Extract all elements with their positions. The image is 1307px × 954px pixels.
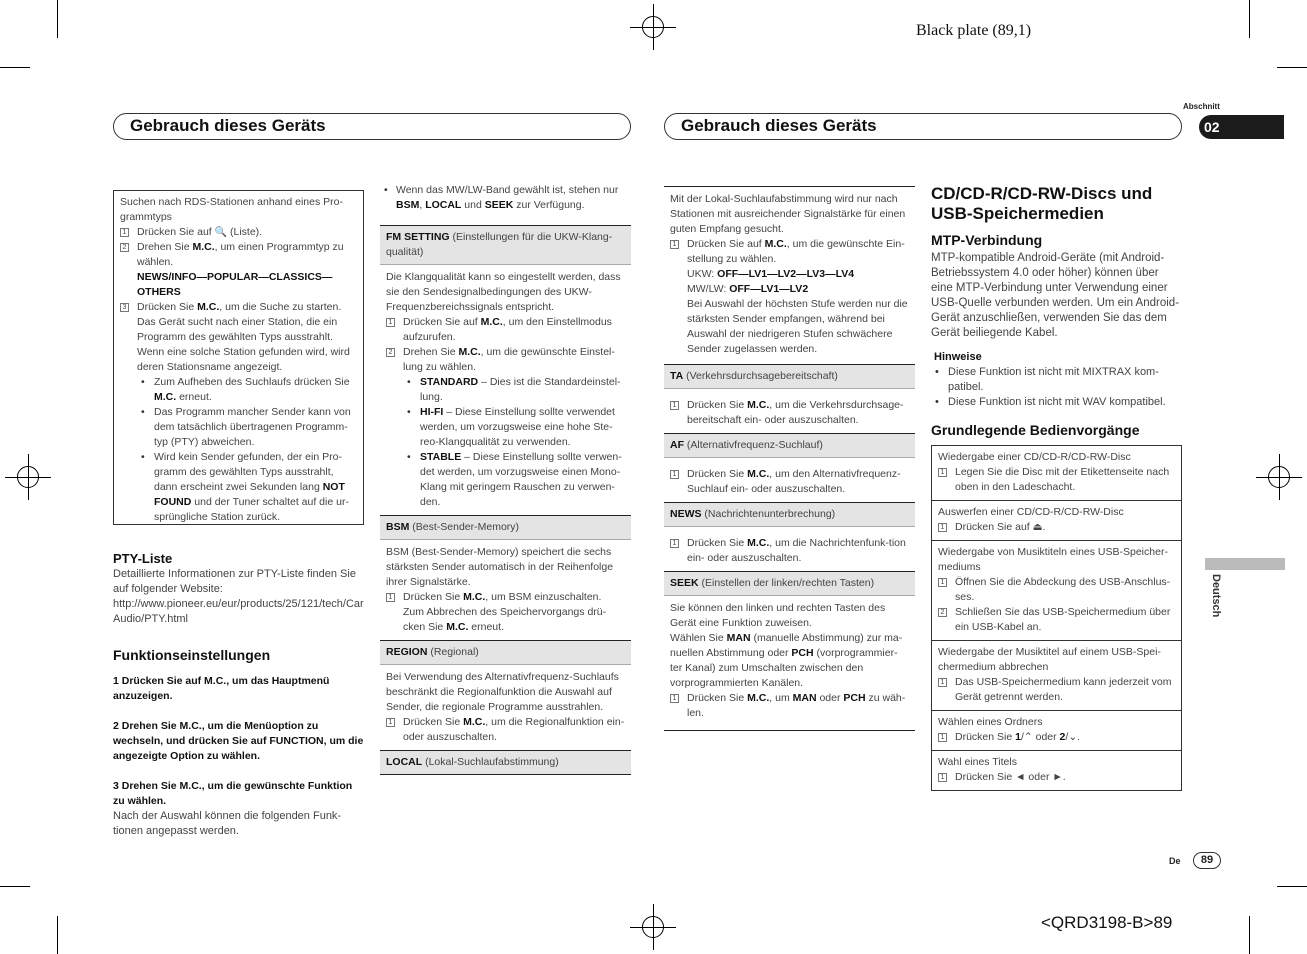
down-chevron-icon: ⌄: [1068, 731, 1078, 743]
registration-mark-icon: [642, 16, 664, 38]
page-header-left: [113, 113, 631, 140]
crop-mark: [1277, 886, 1307, 887]
table-row: Wahl eines Titels 1 Drücken Sie ◄ oder ►.: [932, 751, 1181, 791]
crop-mark: [1249, 0, 1250, 38]
cd-usb-title: CD/CD-R/CD-RW-Discs und USB-Speichermedien: [931, 184, 1153, 223]
bsm-body: BSM (Best-Sender-Memory) speichert die sechs stärksten Sender automatisch in der Reihenfolge ihrer Signalstärke. 1 Drücken Sie M.C., um BSM einzuschalten. Zum Abbrechen des Speichervorgangs drü-cken Sie M.C. erneut.: [380, 540, 631, 640]
up-chevron-icon: ⌃: [1023, 731, 1033, 743]
region-title: REGION (Regional): [380, 640, 631, 665]
column-4: [931, 184, 1182, 791]
step-item: 2 Drehen Sie M.C., um einen Programmtyp zu wählen. NEWS/INFO—POPULAR—CLASSICS—OTHERS: [120, 240, 357, 300]
step-item: 1 Öffnen Sie die Abdeckung des USB-Anschlus-ses.: [938, 575, 1175, 605]
language-label: Deutsch: [1210, 574, 1222, 618]
registration-mark-icon: [642, 916, 664, 938]
step-item: 1 Das USB-Speichermedium kann jederzeit vom Gerät getrennt werden.: [938, 675, 1175, 705]
section-number: 02: [1199, 115, 1284, 139]
news-title: NEWS (Nachrichtenunterbrechung): [664, 502, 915, 527]
page-header-right: [664, 113, 1182, 140]
crop-mark: [1277, 67, 1307, 68]
step-item: 2 Drehen Sie M.C., um die gewünschte Einstel-lung zu wählen. • STANDARD – Dies ist die Standardeinstel-lung. • HI-FI – Diese Einstellung sollte verwendet werden, um vorzugsweise eine hohe Ste-reo-Klangqualität zu verwenden. • STABLE – Diese Einstellung sollte verwen-det werden, um vorzugsweise einen Mono-Klang mit geringem Rauschen zu verwen-den.: [386, 345, 625, 510]
hints-title: Hinweise: [934, 351, 982, 363]
mtp-text: MTP-kompatible Android-Geräte (mit Android-Betriebssystem 4.0 oder höher) können über eine MTP-Verbindung unter Verwendung einer USB-Quelle verbunden werden. Um ein Android-Gerät anzuschließen, verwenden Sie das dem Gerät beiliegende Kabel.: [931, 252, 1180, 339]
doc-code: <QRD3198-B>89: [1041, 913, 1173, 932]
step-item: 1 Legen Sie die Disc mit der Etikettenseite nach oben in den Ladeschacht.: [938, 465, 1175, 495]
page-number: 89: [1193, 852, 1221, 869]
table-row: Auswerfen einer CD/CD-R/CD-RW-Disc 1 Drücken Sie auf ⏏.: [932, 501, 1181, 541]
note-item: • Wenn das MW/LW-Band gewählt ist, stehen nur BSM, LOCAL und SEEK zur Verfügung.: [380, 183, 631, 213]
header-title: Gebrauch dieses Geräts: [130, 116, 326, 135]
crop-mark: [57, 0, 58, 38]
seek-body: Sie können den linken und rechten Tasten des Gerät eine Funktion zuweisen. Wählen Sie MAN (manuelle Abstimmung) zur ma-nuellen Abstimmung oder PCH (vorprogrammier-ter Kanal) zum Umschalten zwischen den vorprogrammierten Kanälen. 1 Drücken Sie M.C., um MAN oder PCH zu wäh-len.: [664, 596, 915, 731]
mtp-title: MTP-Verbindung: [931, 232, 1043, 248]
local-body: Mit der Lokal-Suchlaufabstimmung wird nur nach Stationen mit ausreichender Signalstärke für einen guten Empfang gesucht. 1 Drücken Sie auf M.C., um die gewünschte Ein-stellung zu wählen. UKW: OFF—LV1—LV2—LV3—LV4 MW/LW: OFF—LV1—LV2 Bei Auswahl der höchsten Stufe werden nur die stärksten Sender empfangen, während bei Auswahl der niedrigeren Stufen schwächere Sender zugelassen werden.: [670, 193, 908, 355]
function-step-1: 1 Drücken Sie auf M.C., um das Hauptmenü anzuzeigen.: [113, 675, 330, 702]
language-tab: [1205, 558, 1285, 570]
af-body: [664, 458, 915, 502]
column-3: [664, 186, 915, 731]
bullet-item: • Wird kein Sender gefunden, der ein Pro-gramm des gewählten Typs ausstrahlt, dann erscheint zwei Sekunden lang NOT FOUND und der Tuner schaltet auf die ur-sprüngliche Station zurück.: [137, 450, 357, 525]
crop-mark: [57, 916, 58, 954]
table-row: Wählen eines Ordners 1 Drücken Sie 1/⌃ oder 2/⌄.: [932, 711, 1181, 751]
pty-types: NEWS/INFO—POPULAR—CLASSICS—OTHERS: [137, 271, 333, 298]
step-item: 1 Drücken Sie M.C., um die Verkehrsdurchsage-bereitschaft ein- oder auszuschalten.: [670, 398, 909, 428]
step-item: 1 Drücken Sie M.C., um BSM einzuschalten. Zum Abbrechen des Speichervorgangs drü-cken Sie M.C. erneut.: [386, 590, 625, 635]
local-title: LOCAL (Lokal-Suchlaufabstimmung): [380, 750, 631, 775]
hint-item: • Diese Funktion ist nicht mit WAV kompatibel.: [931, 395, 1182, 410]
table-row: Wiedergabe von Musiktiteln eines USB-Speicher-mediums 1 Öffnen Sie die Abdeckung des USB-Anschlus-ses. 2 Schließen Sie das USB-Speichermedium über ein USB-Kabel an.: [932, 541, 1181, 641]
hint-item: • Diese Funktion ist nicht mit MIXTRAX kom-patibel.: [931, 365, 1182, 395]
function-settings-title: Funktionseinstellungen: [113, 647, 271, 663]
basic-ops-title: Grundlegende Bedienvorgänge: [931, 422, 1140, 438]
ta-title: TA (Verkehrsdurchsagebereitschaft): [664, 364, 915, 389]
header-title: Gebrauch dieses Geräts: [681, 116, 877, 135]
step-item: 1 Drücken Sie M.C., um die Nachrichtenfunk-tion ein- oder auszuschalten.: [670, 536, 909, 566]
ta-body: [664, 389, 915, 433]
bullet-item: • STANDARD – Dies ist die Standardeinstel-lung.: [403, 375, 625, 405]
pty-list-title: PTY-Liste: [113, 551, 173, 566]
registration-mark-icon: [17, 466, 39, 488]
left-arrow-icon: ◄: [1015, 771, 1026, 783]
function-step-2: 2 Drehen Sie M.C., um die Menüoption zu wechseln, und drücken Sie auf FUNCTION, um die angezeigte Option zu wählen.: [113, 720, 364, 762]
step-item: 1 Drücken Sie auf ⏏.: [938, 520, 1175, 535]
step-item: 1 Drücken Sie M.C., um den Alternativfrequenz-Suchlauf ein- oder auszuschalten.: [670, 467, 909, 497]
box-intro: Suchen nach RDS-Stationen anhand eines Pro-grammtyps: [120, 196, 343, 223]
step-item: 1 Drücken Sie M.C., um MAN oder PCH zu wäh-len.: [670, 691, 909, 721]
crop-mark: [1249, 916, 1250, 954]
column-2: [380, 183, 631, 775]
bullet-item: • Das Programm mancher Sender kann von dem tatsächlich übertragenen Programm-typ (PTY) abweichen.: [137, 405, 357, 450]
step-number: 1: [120, 228, 129, 237]
fm-setting-title: FM SETTING (Einstellungen für die UKW-Klang-qualität): [380, 225, 631, 265]
footer-lang: De: [1169, 856, 1181, 866]
eject-icon: ⏏: [1032, 521, 1043, 533]
seek-title: SEEK (Einstellen der linken/rechten Tasten): [664, 571, 915, 596]
step-number: 2: [120, 243, 129, 252]
step-number: 3: [120, 303, 129, 312]
step-item: 1 Drücken Sie auf 🔍 (Liste).: [120, 225, 357, 240]
step-item: 1 Drücken Sie M.C., um die Regionalfunktion ein- oder auszuschalten.: [386, 715, 625, 745]
table-row: Wiedergabe der Musiktitel auf einem USB-Spei-chermedium abbrechen 1 Das USB-Speichermedium kann jederzeit vom Gerät getrennt werden.: [932, 641, 1181, 711]
section-label: Abschnitt: [1183, 102, 1220, 111]
function-step-3: 3 Drehen Sie M.C., um die gewünschte Funktion zu wählen.: [113, 780, 353, 807]
column-1: [113, 190, 364, 839]
function-step-3-text: Nach der Auswahl können die folgenden Funk-tionen angepasst werden.: [113, 810, 342, 837]
step-item: 1 Drücken Sie 1/⌃ oder 2/⌄.: [938, 730, 1175, 745]
step-item: 1 Drücken Sie auf M.C., um die gewünschte Ein-stellung zu wählen. UKW: OFF—LV1—LV2—LV3—LV4 MW/LW: OFF—LV1—LV2 Bei Auswahl der höchsten Stufe werden nur die stärksten Sender empfangen, während bei Auswahl der niedrigeren Stufen schwächere Sender zugelassen werden.: [670, 237, 909, 357]
search-icon: 🔍: [214, 227, 228, 238]
bullet-item: • HI-FI – Diese Einstellung sollte verwendet werden, um vorzugsweise eine hohe Ste-reo-Klangqualität zu verwenden.: [403, 405, 625, 450]
step-item: 1 Drücken Sie auf M.C., um den Einstellmodus aufzurufen.: [386, 315, 625, 345]
step-item: 3 Drücken Sie M.C., um die Suche zu starten. Das Gerät sucht nach einer Station, die ein Programm des gewählten Typs ausstrahlt. Wenn eine solche Station gefunden wird, wird deren Stationsname angezeigt. • Zum Aufheben des Suchlaufs drücken Sie M.C. erneut. • Das Programm mancher Sender kann von dem tatsächlich übertragenen Programm-typ (PTY) abweichen. • Wird kein Sender gefunden, der ein Pro-gramm des gewählten Typs ausstrahlt, dann erscheint zwei Sekunden lang NOT FOUND und der Tuner schaltet auf die ur-sprüngliche Station zurück.: [120, 300, 357, 525]
step-item: 2 Schließen Sie das USB-Speichermedium über ein USB-Kabel an.: [938, 605, 1175, 635]
af-title: AF (Alternativfrequenz-Suchlauf): [664, 433, 915, 458]
fm-setting-body: Die Klangqualität kann so eingestellt werden, dass sie den Sendesignalbedingungen des UKW-Frequenzbereichssignals entspricht. 1 Drücken Sie auf M.C., um den Einstellmodus aufzurufen. 2 Drehen Sie M.C., um die gewünschte Einstel-lung zu wählen. • STANDARD – Dies ist die Standardeinstel-lung. • HI-FI – Diese Einstellung sollte verwendet werden, um vorzugsweise eine hohe Ste-reo-Klangqualität zu verwenden. • STABLE – Diese Einstellung sollte verwen-det werden, um vorzugsweise einen Mono-Klang mit geringem Rauschen zu verwen-den.: [380, 265, 631, 515]
registration-mark-icon: [1268, 466, 1290, 488]
rds-search-box: [113, 190, 364, 525]
table-row: Wiedergabe einer CD/CD-R/CD-RW-Disc 1 Legen Sie die Disc mit der Etikettenseite nach oben in den Ladeschacht.: [932, 446, 1181, 501]
step-item: 1 Drücken Sie ◄ oder ►.: [938, 770, 1175, 785]
bullet-item: • STABLE – Diese Einstellung sollte verwen-det werden, um vorzugsweise einen Mono-Klang mit geringem Rauschen zu verwen-den.: [403, 450, 625, 510]
right-arrow-icon: ►: [1052, 771, 1063, 783]
crop-mark: [0, 67, 30, 68]
region-body: Bei Verwendung des Alternativfrequenz-Suchlaufs beschränkt die Regionalfunktion die Auswahl auf Sender, die regionale Programme ausstrahlen. 1 Drücken Sie M.C., um die Regionalfunktion ein- oder auszuschalten.: [386, 671, 625, 743]
pty-list-url[interactable]: http://www.pioneer.eu/eur/products/25/121/tech/CarAudio/PTY.html: [113, 598, 364, 625]
basic-ops-table: [931, 445, 1182, 791]
pty-list-text: Detaillierte Informationen zur PTY-Liste finden Sie auf folgender Website:: [113, 568, 356, 595]
bsm-title: BSM (Best-Sender-Memory): [380, 515, 631, 540]
news-body: [664, 527, 915, 571]
plate-label: Black plate (89,1): [916, 22, 1032, 39]
crop-mark: [0, 886, 30, 887]
bullet-item: • Zum Aufheben des Suchlaufs drücken Sie M.C. erneut.: [137, 375, 357, 405]
